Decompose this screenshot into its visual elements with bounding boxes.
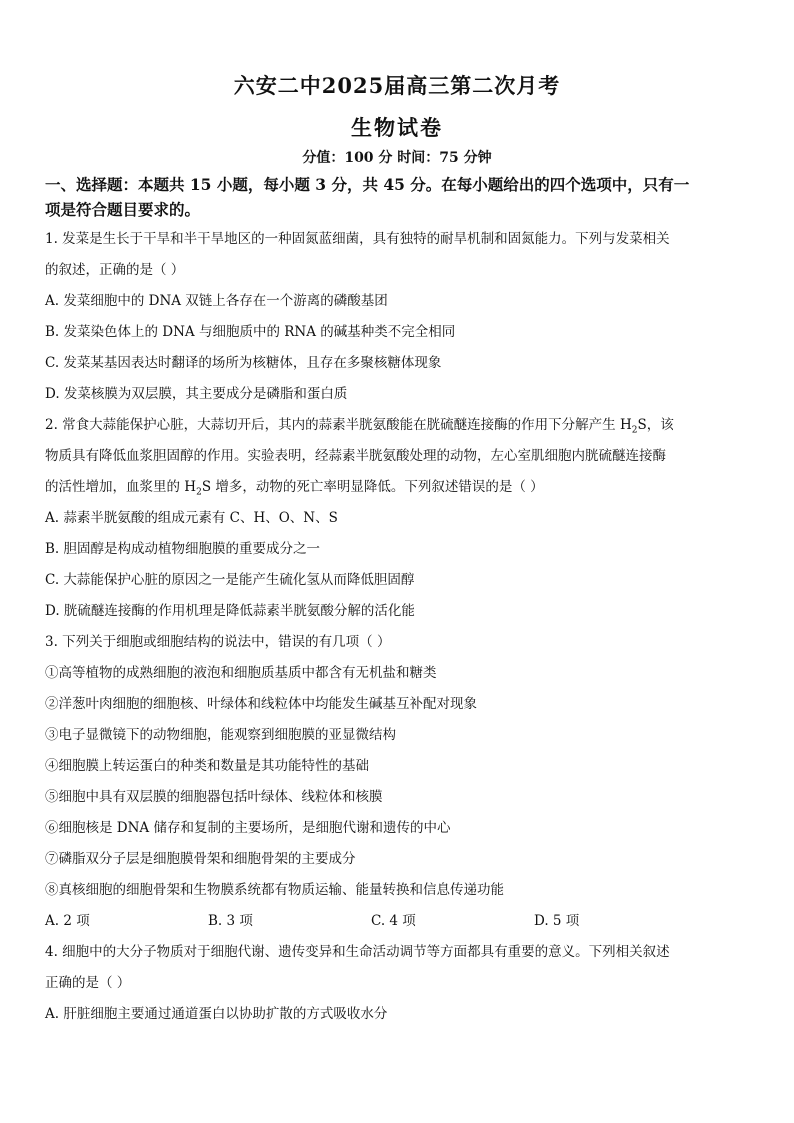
q1-option-a: A. 发菜细胞中的 DNA 双链上各存在一个游离的磷酸基团 [45, 293, 388, 309]
q4-stem-line2: 正确的是（ ） [45, 975, 131, 991]
q1-option-c: C. 发菜某基因表达时翻译的场所为核糖体，且存在多聚核糖体现象 [45, 355, 442, 371]
q3-option-a: A. 2 项 [45, 913, 90, 929]
section-heading-line2: 项是符合题目要求的。 [45, 200, 201, 219]
q2-stem-line1 [45, 410, 755, 441]
q3-options [45, 906, 755, 937]
q3-item: ⑧真核细胞的细胞骨架和生物膜系统都有物质运输、能量转换和信息传递功能 [45, 882, 504, 898]
q1-option-b: B. 发菜染色体上的 DNA 与细胞质中的 RNA 的碱基种类不完全相同 [45, 324, 456, 340]
q2-line1-post: S，该 [637, 417, 674, 433]
q2-line3-sub: 2 [196, 487, 202, 498]
q3-option-d: D. 5 项 [534, 913, 580, 929]
q3-option-c: C. 4 项 [371, 913, 416, 929]
q3-item: ②洋葱叶肉细胞的细胞核、叶绿体和线粒体中均能发生碱基互补配对现象 [45, 696, 477, 712]
q2-stem-line3 [45, 472, 755, 503]
questions-body [45, 224, 755, 1030]
q2-line3-post: S 增多，动物的死亡率明显降低。下列叙述错误的是（ ） [201, 479, 544, 495]
q2-stem-line2: 物质具有降低血浆胆固醇的作用。实验表明，经蒜素半胱氨酸处理的动物，左心室肌细胞内胱硫醚连接酶 [45, 448, 666, 464]
q2-option-a: A. 蒜素半胱氨酸的组成元素有 C、H、O、N、S [45, 510, 338, 526]
q3-item: ⑥细胞核是 DNA 储存和复制的主要场所，是细胞代谢和遗传的中心 [45, 820, 451, 836]
q3-item: ④细胞膜上转运蛋白的种类和数量是其功能特性的基础 [45, 758, 369, 774]
q3-item: ①高等植物的成熟细胞的液泡和细胞质基质中都含有无机盐和糖类 [45, 665, 437, 681]
exam-meta: 分值：100 分 时间：75 分钟 [302, 150, 492, 166]
exam-title: 六安二中2025届高三第二次月考 [233, 73, 561, 98]
q1-stem-line1: 1. 发菜是生长于干旱和半干旱地区的一种固氮蓝细菌，具有独特的耐旱机制和固氮能力。下列与发菜相关 [45, 231, 670, 247]
q3-item: ⑦磷脂双分子层是细胞膜骨架和细胞骨架的主要成分 [45, 851, 356, 867]
q1-stem-line2: 的叙述，正确的是（ ） [45, 262, 185, 278]
q2-option-c: C. 大蒜能保护心脏的原因之一是能产生硫化氢从而降低胆固醇 [45, 572, 415, 588]
q3-option-b: B. 3 项 [208, 913, 253, 929]
q4-option-a: A. 肝脏细胞主要通过通道蛋白以协助扩散的方式吸收水分 [45, 1006, 388, 1022]
exam-subject: 生物试卷 [351, 115, 443, 140]
q2-option-b: B. 胆固醇是构成动植物细胞膜的重要成分之一 [45, 541, 321, 557]
q3-item: ③电子显微镜下的动物细胞，能观察到细胞膜的亚显微结构 [45, 727, 396, 743]
q2-line3-pre: 的活性增加，血浆里的 H [45, 479, 197, 495]
q3-item: ⑤细胞中具有双层膜的细胞器包括叶绿体、线粒体和核膜 [45, 789, 383, 805]
q4-stem-line1: 4. 细胞中的大分子物质对于细胞代谢、遗传变异和生命活动调节等方面都具有重要的意义。下列相关叙述 [45, 944, 670, 960]
section-heading [45, 172, 755, 222]
q2-line1-sub: 2 [631, 425, 638, 436]
q1-option-d: D. 发菜核膜为双层膜，其主要成分是磷脂和蛋白质 [45, 386, 348, 402]
section-heading-line1: 一、选择题：本题共 15 小题，每小题 3 分，共 45 分。在每小题给出的四个选项中，只有一 [45, 175, 690, 194]
q3-stem: 3. 下列关于细胞或细胞结构的说法中，错误的有几项（ ） [45, 634, 391, 650]
q2-line1-pre: 2. 常食大蒜能保护心脏，大蒜切开后，其内的蒜素半胱氨酸能在胱硫醚连接酶的作用下分解产生 H [45, 417, 632, 433]
q2-option-d: D. 胱硫醚连接酶的作用机理是降低蒜素半胱氨酸分解的活化能 [45, 603, 415, 619]
